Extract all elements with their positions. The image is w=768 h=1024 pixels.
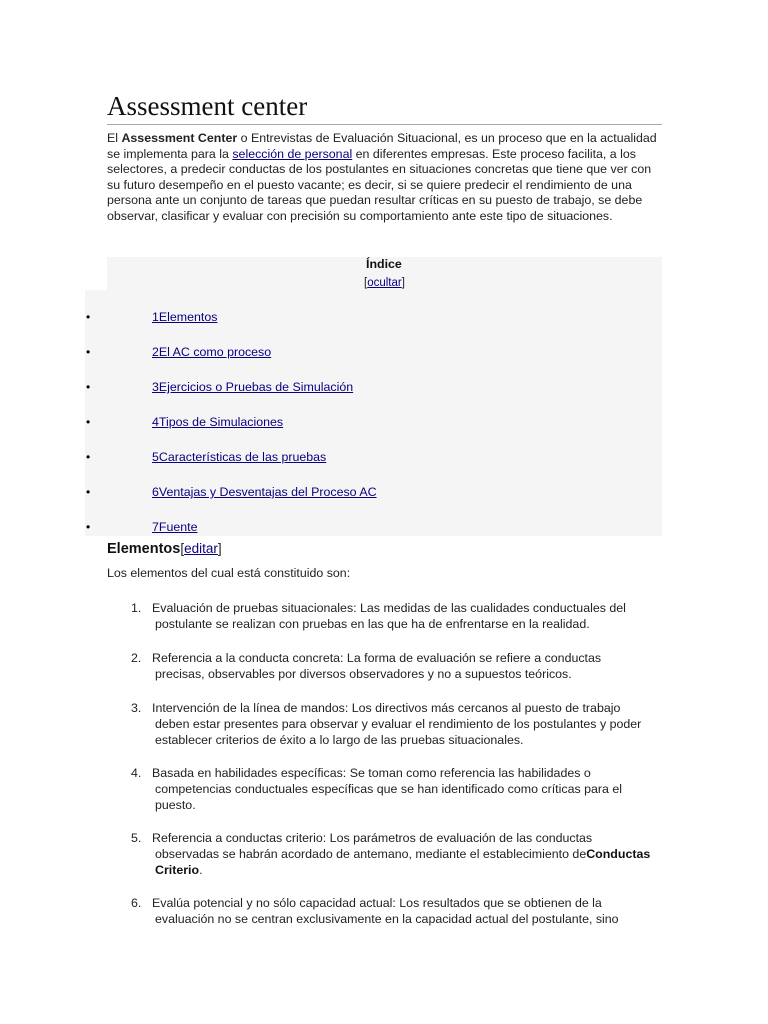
bullet-icon: • <box>86 345 91 359</box>
list-item-text <box>152 600 660 632</box>
list-item-number: 6. <box>131 896 142 910</box>
list-item-first-line: Referencia a la conducta concreta: La forma de evaluación se refiere a conductas <box>152 651 602 665</box>
list-item-continuation: evaluación no se centran exclusivamente en la capacidad actual del postulante, sino <box>155 912 619 926</box>
toc-link-ventajas[interactable]: 6Ventajas y Desventajas del Proceso AC <box>152 485 377 499</box>
bullet-icon: • <box>86 450 91 464</box>
edit-open-bracket: [ <box>180 541 185 556</box>
toc-link-tipos-simulaciones[interactable]: 4Tipos de Simulaciones <box>152 415 284 429</box>
section-heading-elementos <box>107 540 222 558</box>
edit-close-bracket: ] <box>217 541 222 556</box>
conductas-criterio-term: Conductas Criterio <box>155 847 651 877</box>
toc-title: Índice <box>366 257 402 271</box>
list-item <box>0 700 768 765</box>
list-item-number: 4. <box>131 766 142 780</box>
toc-link-ejercicios[interactable]: 3Ejercicios o Pruebas de Simulación <box>152 380 354 394</box>
list-item <box>0 830 768 895</box>
toc-toggle <box>364 276 405 290</box>
section-edit <box>180 541 221 556</box>
list-item-text <box>152 895 660 927</box>
list-item-number: 2. <box>131 651 142 665</box>
toc-item-tipos-simulaciones <box>0 413 662 448</box>
intro-text-part2: en diferentes empresas. Este proceso facilita, a los selectores, a predecir conductas de los postulantes en situaciones concretas que tiene que ver con su futuro desempeño en el puesto vacante; es decir, si se quiere predecir el rendimiento de una persona ante un conjunto de tareas que puedan resultar críticas en su puesto de trabajo, se debe observar, clasificar y evaluar con precisión su comportamiento ante este tipo de situaciones. <box>107 146 652 223</box>
list-item-continuation-text: observadas se habrán acordado de antemano, mediante el establecimiento de <box>155 847 587 861</box>
list-item-text <box>152 830 660 878</box>
toc-item-ac-como-proceso <box>0 343 662 378</box>
list-item-number: 1. <box>131 601 142 615</box>
list-item-text <box>152 700 660 748</box>
intro-text-part1: o Entrevistas de Evaluación Situacional, es un proceso que en la actualidad se implementa para la <box>107 131 657 161</box>
section-heading-text: Elementos <box>107 541 181 557</box>
toc-link-caracteristicas[interactable]: 5Características de las pruebas <box>152 450 327 464</box>
toc-toggle-close-bracket: ] <box>401 277 405 289</box>
toc-link-ac-como-proceso[interactable]: 2El AC como proceso <box>152 345 272 359</box>
intro-paragraph <box>107 131 663 225</box>
list-item <box>0 650 768 700</box>
toc-toggle-open-bracket: [ <box>364 277 368 289</box>
list-item-continuation: deben estar presentes para observar y evaluar el rendimiento de los postulantes y poder establecer criterios de éxito a lo largo de las pruebas situacionales. <box>155 717 642 747</box>
list-item <box>0 600 768 650</box>
toc-link-fuente[interactable]: 7Fuente <box>152 520 198 534</box>
list-item-number: 3. <box>131 701 142 715</box>
toc-link-elementos[interactable]: 1Elementos <box>152 310 218 324</box>
seleccion-de-personal-link[interactable]: selección de personal <box>232 146 353 161</box>
list-item-continuation: precisas, observables por diversos observadores y no a supuestos teóricos. <box>155 667 572 681</box>
elements-list <box>0 600 768 935</box>
list-item-first-line: Evalúa potencial y no sólo capacidad actual: Los resultados que se obtienen de la <box>152 896 602 910</box>
edit-section-link[interactable]: editar <box>184 541 218 556</box>
list-item-text <box>152 650 660 682</box>
bullet-icon: • <box>86 310 91 324</box>
intro-bold-term: Assessment Center <box>121 131 238 145</box>
list-item-first-line: Basada en habilidades específicas: Se toman como referencia las habilidades o <box>152 766 591 780</box>
bullet-icon: • <box>86 520 91 534</box>
toc-hide-link[interactable]: ocultar <box>367 277 402 289</box>
list-item-continuation <box>152 846 660 878</box>
toc-item-fuente <box>0 518 662 553</box>
toc-item-ejercicios <box>0 378 662 413</box>
list-item <box>0 765 768 830</box>
list-item-continuation: postulante se realizan con pruebas en las que ha de enfrentarse en la realidad. <box>155 617 590 631</box>
toc-item-elementos <box>0 308 662 343</box>
bullet-icon: • <box>86 380 91 394</box>
list-item-first-line: Referencia a conductas criterio: Los parámetros de evaluación de las conductas <box>152 831 593 845</box>
list-item <box>0 895 768 935</box>
list-item-text <box>152 765 660 813</box>
toc-item-caracteristicas <box>0 448 662 483</box>
intro-prefix: El <box>107 131 122 145</box>
list-item-continuation: competencias conductuales específicas que se han identificado como críticas para el puesto. <box>155 782 622 812</box>
bullet-icon: • <box>86 485 91 499</box>
bullet-icon: • <box>86 415 91 429</box>
list-item-suffix: . <box>199 863 203 877</box>
list-item-number: 5. <box>131 831 142 845</box>
section-lead-text: Los elementos del cual está constituido son: <box>107 566 351 580</box>
list-item-first-line: Intervención de la línea de mandos: Los directivos más cercanos al puesto de trabajo <box>152 701 621 715</box>
list-item-first-line: Evaluación de pruebas situacionales: Las medidas de las cualidades conductuales del <box>152 601 626 615</box>
toc-item-ventajas <box>0 483 662 518</box>
toc-list <box>0 308 662 553</box>
page-title: Assessment center <box>107 88 662 125</box>
